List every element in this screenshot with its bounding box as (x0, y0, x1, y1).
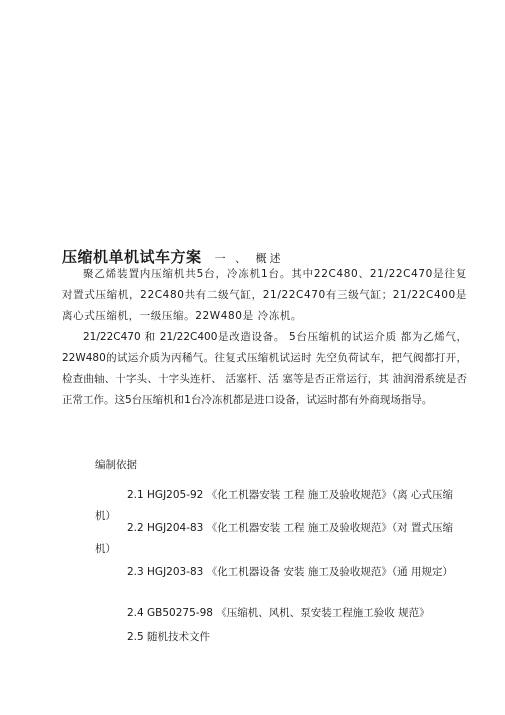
reference-text: 2.3 HGJ203-83 《化工机器设备 安装 施工及验收规范》（通 用规定） (127, 566, 453, 578)
reference-text: 2.4 GB50275-98 《压缩机、风机、泵安装工程施工验收 规范》 (127, 607, 430, 619)
reference-item (95, 627, 467, 648)
reference-item (95, 518, 467, 560)
paragraph-text: 聚乙烯装置内压缩机共5台，冷冻机1台。其中22C480、21/22C470是往复对置式压缩机，22C480共有二级气缸，21/22C470有三级气缸；21/22C400是离心式压缩机，一级压缩。22W480是 冷冻机。 (62, 268, 467, 322)
reference-text: 2.1 HGJ205-92 《化工机器安装 工程 施工及验收规范》（离 心式压缩机） (95, 489, 453, 522)
reference-item (95, 562, 467, 583)
overview-paragraph-1 (62, 264, 467, 327)
paragraph-text: 21/22C470 和 21/22C400是改造设备。 5台压缩机的试运介质 都为乙烯气，22W480的试运介质为丙稀气。往复式压缩机试运时 先空负荷试车，把气阀都打开， 检查曲轴、十字头、十字头连杆、 活塞杆、活 塞等是否正常运行，其 油润滑系统是否正常工作。这5台压缩机和1台冷冻机都是进口设备，试运时都有外商现场指导。 (62, 331, 467, 406)
document-title: 压缩机单机试车方案 (62, 248, 202, 266)
reference-text: 2.5 随机技术文件 (127, 631, 211, 643)
section-heading-overview: 一 、 概述 (214, 252, 284, 265)
reference-text: 2.2 HGJ204-83 《化工机器安装 工程 施工及验收规范》（对 置式压缩机） (95, 522, 453, 555)
overview-paragraph-2 (62, 327, 467, 411)
basis-heading: 编制依据 (95, 459, 137, 471)
reference-item (95, 603, 467, 624)
